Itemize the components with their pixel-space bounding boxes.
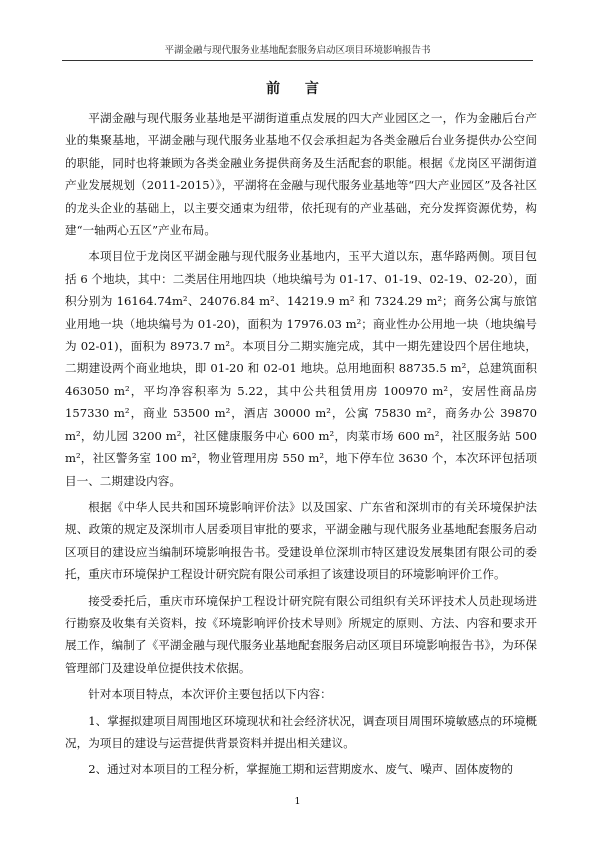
running-header: 平湖金融与现代服务业基地配套服务启动区项目环境影响报告书	[62, 42, 533, 61]
paragraph-legal-basis: 根据《中华人民共和国环境影响评价法》以及国家、广东省和深圳市的有关环境保护法规、政策的规定及深圳市人居委项目审批的要求，平湖金融与现代服务业基地配套服务启动区项目的建设应当编制环境影响报告书。受建设单位深圳市特区建设发展集团有限公司的委托，重庆市环境保护工程设计研究院有限公司承担了该建设项目的环境影响评价工作。	[65, 499, 537, 582]
section-title: 前 言	[266, 81, 329, 97]
paragraph-work-process: 接受委托后，重庆市环境保护工程设计研究院有限公司组织有关环评技术人员赴现场进行勘察及收集有关资料，按《环境影响评价技术导则》所规定的原则、方法、内容和要求开展工作，编制了《平湖金融与现代服务业基地配套服务启动区项目环境影响报告书》，为环保管理部门及建设单位提供技术依据。	[65, 593, 537, 675]
paragraph-evaluation-lead: 针对本项目特点，本次评价主要包括以下内容：	[88, 687, 332, 702]
paragraph-item-1: 1、掌握拟建项目周围地区环境现状和社会经济状况，调查项目周围环境敏感点的环境概况，为项目的建设与运营提供背景资料并提出相关建议。	[65, 713, 537, 750]
document-body	[65, 107, 537, 781]
paragraph-project-scope: 本项目位于龙岗区平湖金融与现代服务业基地内，玉平大道以东，惠华路两侧。项目包括 6 个地块，其中：二类居住用地四块（地块编号为 01-17、01-19、02-19、02-20），面积分别为 16164.74m²、24076.84 m²、14219.9 m² 和 7324.29 m²；商务公寓与旅馆业用地一块（地块编号为 01-20)，面积为 17976.03 m²；商业性办公用地一块（地块编号为 02-01)，面积为 8973.7 m²。本项目分二期实施完成，其中一期先建设四个居住地块，二期建设两个商业地块，即 01-20 和 02-01 地块。总用地面积 88735.5 m²，总建筑面积 463050 m²，平均净容积率为 5.22，其中公共租赁用房 100970 m²，安居性商品房 157330 m²，商业 53500 m²，酒店 30000 m²，公寓 75830 m²，商务办公 39870 m²，幼儿园 3200 m²，社区健康服务中心 600 m²，肉菜市场 600 m²，社区服务站 500 m²，社区警务室 100 m²，物业管理用房 550 m²，地下停车位 3630 个，本次环评包括项目一、二期建设内容。	[65, 249, 537, 488]
page-number: 1	[294, 796, 301, 807]
paragraph-item-2: 2、通过对本项目的工程分析，掌握施工期和运营期废水、废气、噪声、固体废物的	[88, 762, 513, 777]
paragraph-intro: 平湖金融与现代服务业基地是平湖街道重点发展的四大产业园区之一，作为金融后台产业的集聚基地，平湖金融与现代服务业基地不仅会承担起为各类金融后台业务提供办公空间的职能，同时也将兼顾为各类金融业务提供商务及生活配套的职能。根据《龙岗区平湖街道产业发展规划（2011-2015）》，平湖将在金融与现代服务业基地等“四大产业园区”及各社区的龙头企业的基础上，以主要交通束为纽带，依托现有的产业基础，充分发挥资源优势，构建“一轴两心五区”产业布局。	[65, 111, 537, 238]
